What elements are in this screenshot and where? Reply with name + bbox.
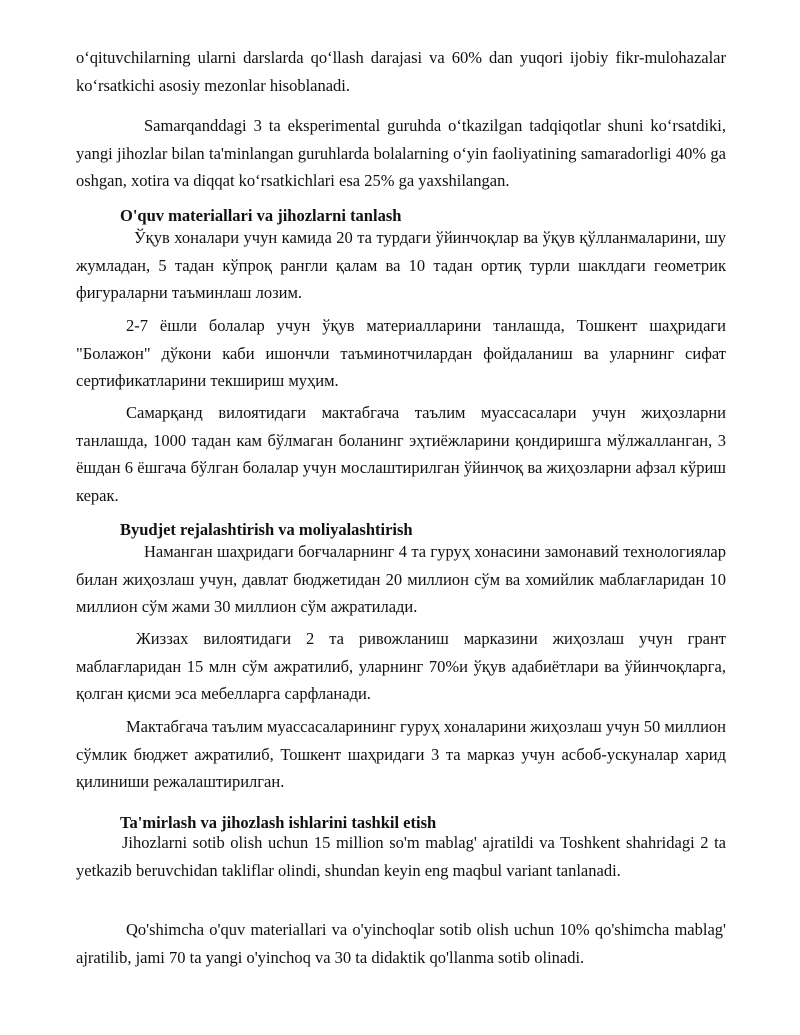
paragraph-preschool-budget: Мактабгача таълим муассасаларининг гуруҳ хоналарини жиҳозлаш учун 50 миллион сўмлик бюджет ажратилиб, Тошкент шаҳридаги 3 та марказ учун асбоб-ускуналар харид қилиниши режалаштирилган. <box>76 717 726 791</box>
heading-budget-planning: Byudjet rejalashtirish va moliyalashtirish <box>120 520 413 539</box>
paragraph-samarqand-study: Samarqanddagi 3 ta eksperimental guruhda o‘tkazilgan tadqiqotlar shuni ko‘rsatdiki, yangi jihozlar bilan ta'minlangan guruhlarda bolalarning o‘yin faoliyatining samaradorligi 40% ga oshgan, xotira va diqqat ko‘rsatkichlari esa 25% ga yaxshilangan. <box>76 116 726 190</box>
paragraph-equipment-purchase: Jihozlarni sotib olish uchun 15 million so'm mablag' ajratildi va Toshkent shahridagi 2 ta yetkazib beruvchidan takliflar olindi, shundan keyin eng maqbul variant tanlanadi. <box>76 833 726 880</box>
paragraph-additional-materials: Qo'shimcha o'quv materiallari va o'yinchoqlar sotib olish uchun 10% qo'shimcha mablag' ajratilib, jami 70 ta yangi o'yinchoq va 30 ta didaktik qo'llanma sotib olinadi. <box>76 920 726 967</box>
paragraph-samarqand-equipment: Самарқанд вилоятидаги мактабгача таълим муассасалари учун жиҳозларни танлашда, 1000 тадан кам бўлмаган боланинг эҳтиёжларини қондиришга мўлжалланган, 3 ёшдан 6 ёшгача бўлган болалар учун мослаштирилган ўйинчоқ ва жиҳозларни афзал кўриш керак. <box>76 403 726 505</box>
paragraph-toys-requirements: Ўқув хоналари учун камида 20 та турдаги ўйинчоқлар ва ўқув қўлланмаларини, шу жумладан, 5 тадан кўпроқ рангли қалам ва 10 тадан ортиқ турли шаклдаги геометрик фигураларни таъминлаш лозим. <box>76 228 726 302</box>
paragraph-jizzakh-grant: Жиззах вилоятидаги 2 та ривожланиш марказини жиҳозлаш учун грант маблағларидан 15 млн сўм ажратилиб, уларнинг 70%и ўқув адабиётлари ва ўйинчоқларга, қолган қисми эса мебелларга сарфланади. <box>76 629 726 703</box>
heading-repair-organization: Ta'mirlash va jihozlash ishlarini tashkil etish <box>120 813 437 832</box>
paragraph-continuation: o‘qituvchilarning ularni darslarda qo‘llash darajasi va 60% dan yuqori ijobiy fikr-mulohazalar ko‘rsatkichi asosiy mezonlar hisoblanadi. <box>76 48 726 95</box>
paragraph-namangan-budget: Наманган шаҳридаги боғчаларнинг 4 та гуруҳ хонасини замонавий технологиялар билан жиҳозлаш учун, давлат бюджетидан 20 миллион сўм ва хомийлик маблағларидан 10 миллион сўм жами 30 миллион сўм ажратилади. <box>76 542 726 616</box>
heading-materials-selection: O'quv materiallari va jihozlarni tanlash <box>120 206 402 225</box>
paragraph-supplier-selection: 2-7 ёшли болалар учун ўқув материалларини танлашда, Тошкент шаҳридаги "Болажон" дўкони каби ишончли таъминотчилардан фойдаланиш ва уларнинг сифат сертификатларини текшириш муҳим. <box>76 316 726 390</box>
